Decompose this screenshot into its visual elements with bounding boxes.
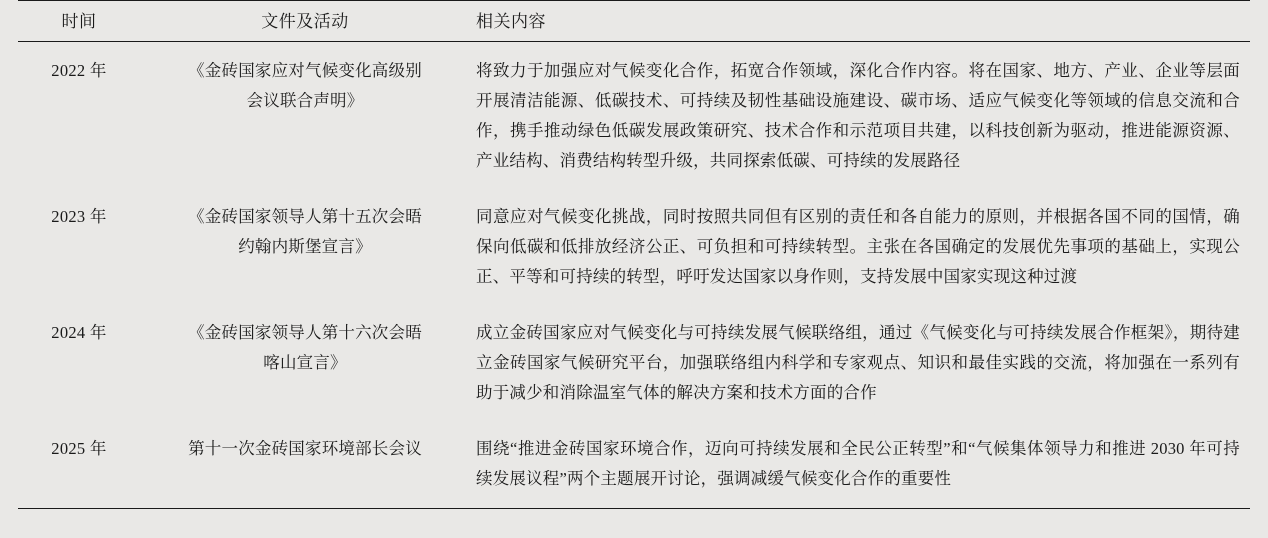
- cell-content: 围绕“推进金砖国家环境合作，迈向可持续发展和全民公正转型”和“气候集体领导力和推进 2030 年可持续发展议程”两个主题展开讨论，强调减缓气候变化合作的重要性: [470, 422, 1250, 509]
- cell-file: [140, 306, 470, 422]
- cell-content: 将致力于加强应对气候变化合作，拓宽合作领域，深化合作内容。将在国家、地方、产业、企业等层面开展清洁能源、低碳技术、可持续及韧性基础设施建设、碳市场、适应气候变化等领域的信息交流和合作，携手推动绿色低碳发展政策研究、技术合作和示范项目共建，以科技创新为驱动，推进能源资源、产业结构、消费结构转型升级，共同探索低碳、可持续的发展路径: [476, 61, 1240, 171]
- cell-content: 成立金砖国家应对气候变化与可持续发展气候联络组，通过《气候变化与可持续发展合作框架》，期待建立金砖国家气候研究平台，加强联络组内科学和专家观点、知识和最佳实践的交流，将加强在一系列有助于减少和消除温室气体的解决方案和技术方面的合作: [476, 323, 1240, 403]
- cell-time: 2024 年: [51, 323, 107, 343]
- table-row: [18, 42, 1250, 191]
- column-header-content: 相关内容: [470, 1, 1250, 42]
- cell-content: 同意应对气候变化挑战，同时按照共同但有区别的责任和各自能力的原则，并根据各国不同的国情，确保向低碳和低排放经济公正、可负担和可持续转型。主张在各国确定的发展优先事项的基础上，实现公正、平等和可持续的转型，呼吁发达国家以身作则，支持发展中国家实现这种过渡: [476, 207, 1240, 287]
- cell-file-line-1: 《金砖国家领导人第十五次会晤: [188, 207, 422, 227]
- cell-file-line-2: 喀山宣言》: [263, 353, 347, 373]
- cell-file: [140, 190, 470, 306]
- column-header-time: 时间: [18, 1, 140, 42]
- table-row: [18, 422, 1250, 509]
- cell-file: [140, 422, 470, 509]
- cell-file-line-2: 会议联合声明》: [246, 91, 364, 111]
- cell-file-line-1: 第十一次金砖国家环境部长会议: [188, 439, 422, 459]
- cell-time: 2023 年: [51, 207, 107, 227]
- table-header: [18, 1, 1250, 42]
- data-table: [18, 0, 1250, 509]
- column-header-file: 文件及活动: [140, 1, 470, 42]
- table-header-row: [18, 1, 1250, 42]
- cell-file-line-1: 《金砖国家应对气候变化高级别: [188, 61, 422, 80]
- table-row: [18, 190, 1250, 306]
- cell-file: [140, 42, 470, 191]
- table-body: [18, 42, 1250, 509]
- cell-time: 2025 年: [18, 422, 140, 509]
- cell-file-line-2: 约翰内斯堡宣言》: [238, 237, 372, 257]
- cell-time: 2022 年: [51, 61, 107, 80]
- cell-file-line-1: 《金砖国家领导人第十六次会晤: [188, 323, 422, 343]
- table-row: [18, 306, 1250, 422]
